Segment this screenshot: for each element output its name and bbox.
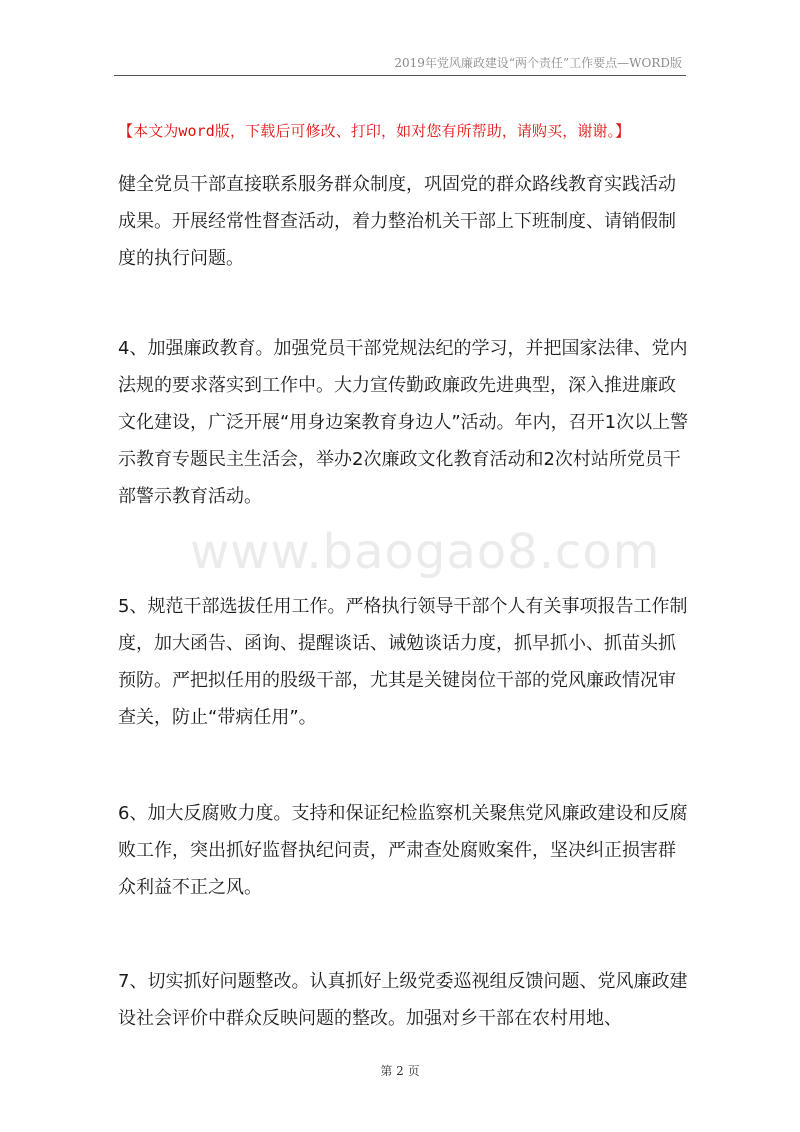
paragraph-text: 4、加强廉政教育。加强党员干部党规法纪的学习，并把国家法律、党内法规的要求落实到工作中。大力宣传勤政廉政先进典型，深入推进廉政文化建设，广泛开展“用身边案教育身边人”活动。年内，召开1次以上警示教育专题民主生活会，举办2次廉政文化教育活动和2次村站所党员干部警示教育活动。 — [118, 338, 689, 507]
paragraph-text: 6、加大反腐败力度。支持和保证纪检监察机关聚焦党风廉政建设和反腐败工作，突出抓好监督执纪问责，严肃查处腐败案件，坚决纠正损害群众利益不正之风。 — [118, 803, 688, 898]
paragraph-item-4 — [118, 330, 690, 515]
paragraph-text: 健全党员干部直接联系服务群众制度，巩固党的群众路线教育实践活动成果。开展经常性督查活动，着力整治机关干部上下班制度、请销假制度的执行问题。 — [118, 174, 676, 269]
paragraph-text: 7、切实抓好问题整改。认真抓好上级党委巡视组反馈问题、党风廉政建设社会评价中群众反映问题的整改。加强对乡干部在农村用地、 — [118, 971, 688, 1029]
purchase-notice: 【本文为word版，下载后可修改、打印，如对您有所帮助，请购买，谢谢。】 — [118, 122, 631, 140]
paragraph-continuation — [118, 166, 690, 277]
paragraph-item-5 — [118, 588, 690, 736]
paragraph-item-7 — [118, 963, 690, 1037]
page-number: 第 2 页 — [380, 1064, 420, 1078]
running-header: 2019年党风廉政建设“两个责任”工作要点—WORD版 — [394, 56, 682, 70]
paragraph-text: 5、规范干部选拔任用工作。严格执行领导干部个人有关事项报告工作制度，加大函告、函询、提醒谈话、诫勉谈话力度，抓早抓小、抓苗头抓预防。严把拟任用的股级干部，尤其是关键岗位干部的党风廉政情况审查关，防止“带病任用”。 — [118, 596, 688, 728]
header-divider — [114, 75, 686, 76]
paragraph-item-6 — [118, 795, 690, 906]
watermark: www.baogao8.com — [190, 524, 661, 580]
